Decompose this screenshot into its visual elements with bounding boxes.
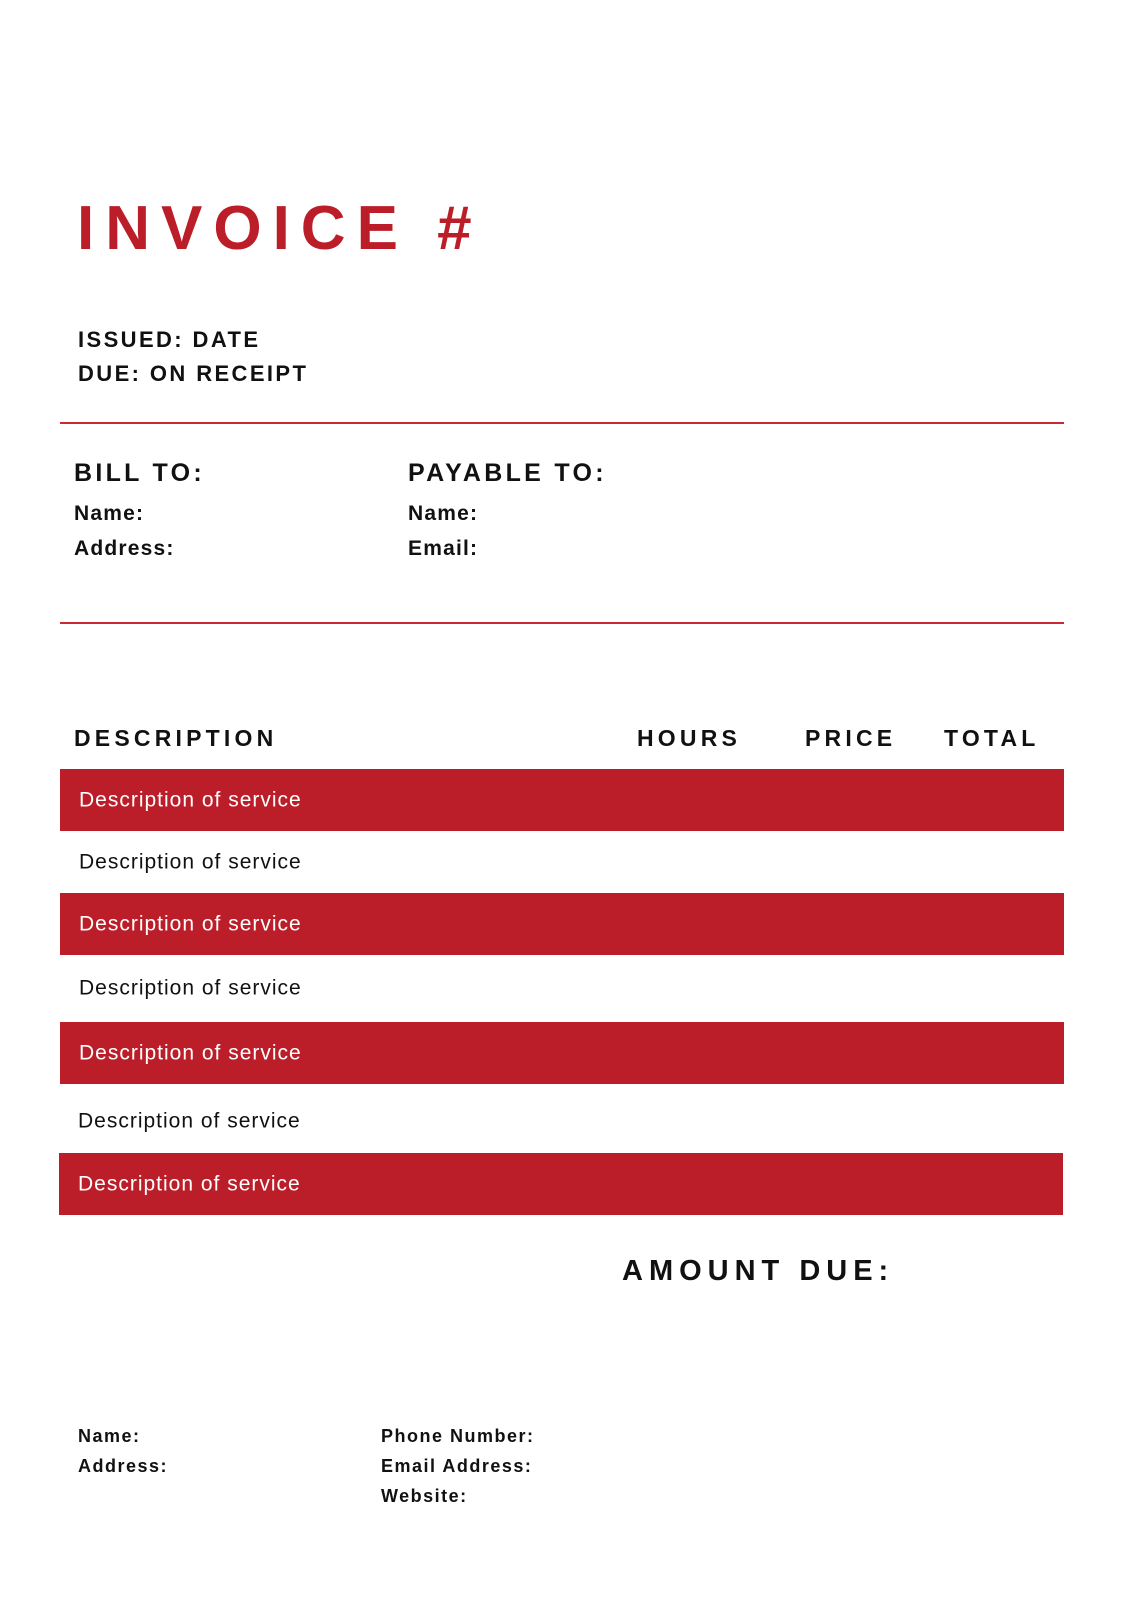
row-description: Description of service — [78, 1172, 301, 1196]
bottom-divider — [60, 622, 1064, 624]
row-description: Description of service — [79, 1041, 302, 1065]
bill-to-address-label: Address: — [74, 537, 175, 560]
bill-to-heading: BILL TO: — [74, 459, 206, 487]
table-row — [60, 893, 1064, 955]
top-divider — [60, 422, 1064, 424]
footer-email-label: Email Address: — [381, 1456, 533, 1476]
table-row — [60, 1022, 1064, 1084]
table-row — [59, 1090, 1063, 1152]
footer-address-label: Address: — [78, 1456, 169, 1476]
row-description: Description of service — [79, 912, 302, 936]
footer-website-label: Website: — [381, 1486, 468, 1506]
column-header-description: DESCRIPTION — [74, 725, 278, 751]
issued-date: ISSUED: DATE — [78, 327, 261, 352]
table-row — [59, 1153, 1063, 1215]
footer-phone-label: Phone Number: — [381, 1426, 535, 1446]
footer-name-label: Name: — [78, 1426, 141, 1446]
due-terms: DUE: ON RECEIPT — [78, 361, 309, 386]
payable-to-name-label: Name: — [408, 502, 479, 525]
table-row — [60, 769, 1064, 831]
table-row — [60, 957, 1064, 1019]
column-header-price: PRICE — [805, 725, 897, 751]
row-description: Description of service — [79, 788, 302, 812]
bill-to-name-label: Name: — [74, 502, 145, 525]
row-description: Description of service — [78, 1109, 301, 1133]
row-description: Description of service — [79, 976, 302, 1000]
column-header-hours: HOURS — [637, 725, 742, 751]
amount-due-label: AMOUNT DUE: — [622, 1255, 895, 1287]
table-row — [60, 831, 1064, 893]
row-description: Description of service — [79, 850, 302, 874]
invoice-title: INVOICE # — [77, 194, 483, 263]
column-header-total: TOTAL — [944, 725, 1040, 751]
payable-to-heading: PAYABLE TO: — [408, 459, 607, 487]
payable-to-email-label: Email: — [408, 537, 479, 560]
